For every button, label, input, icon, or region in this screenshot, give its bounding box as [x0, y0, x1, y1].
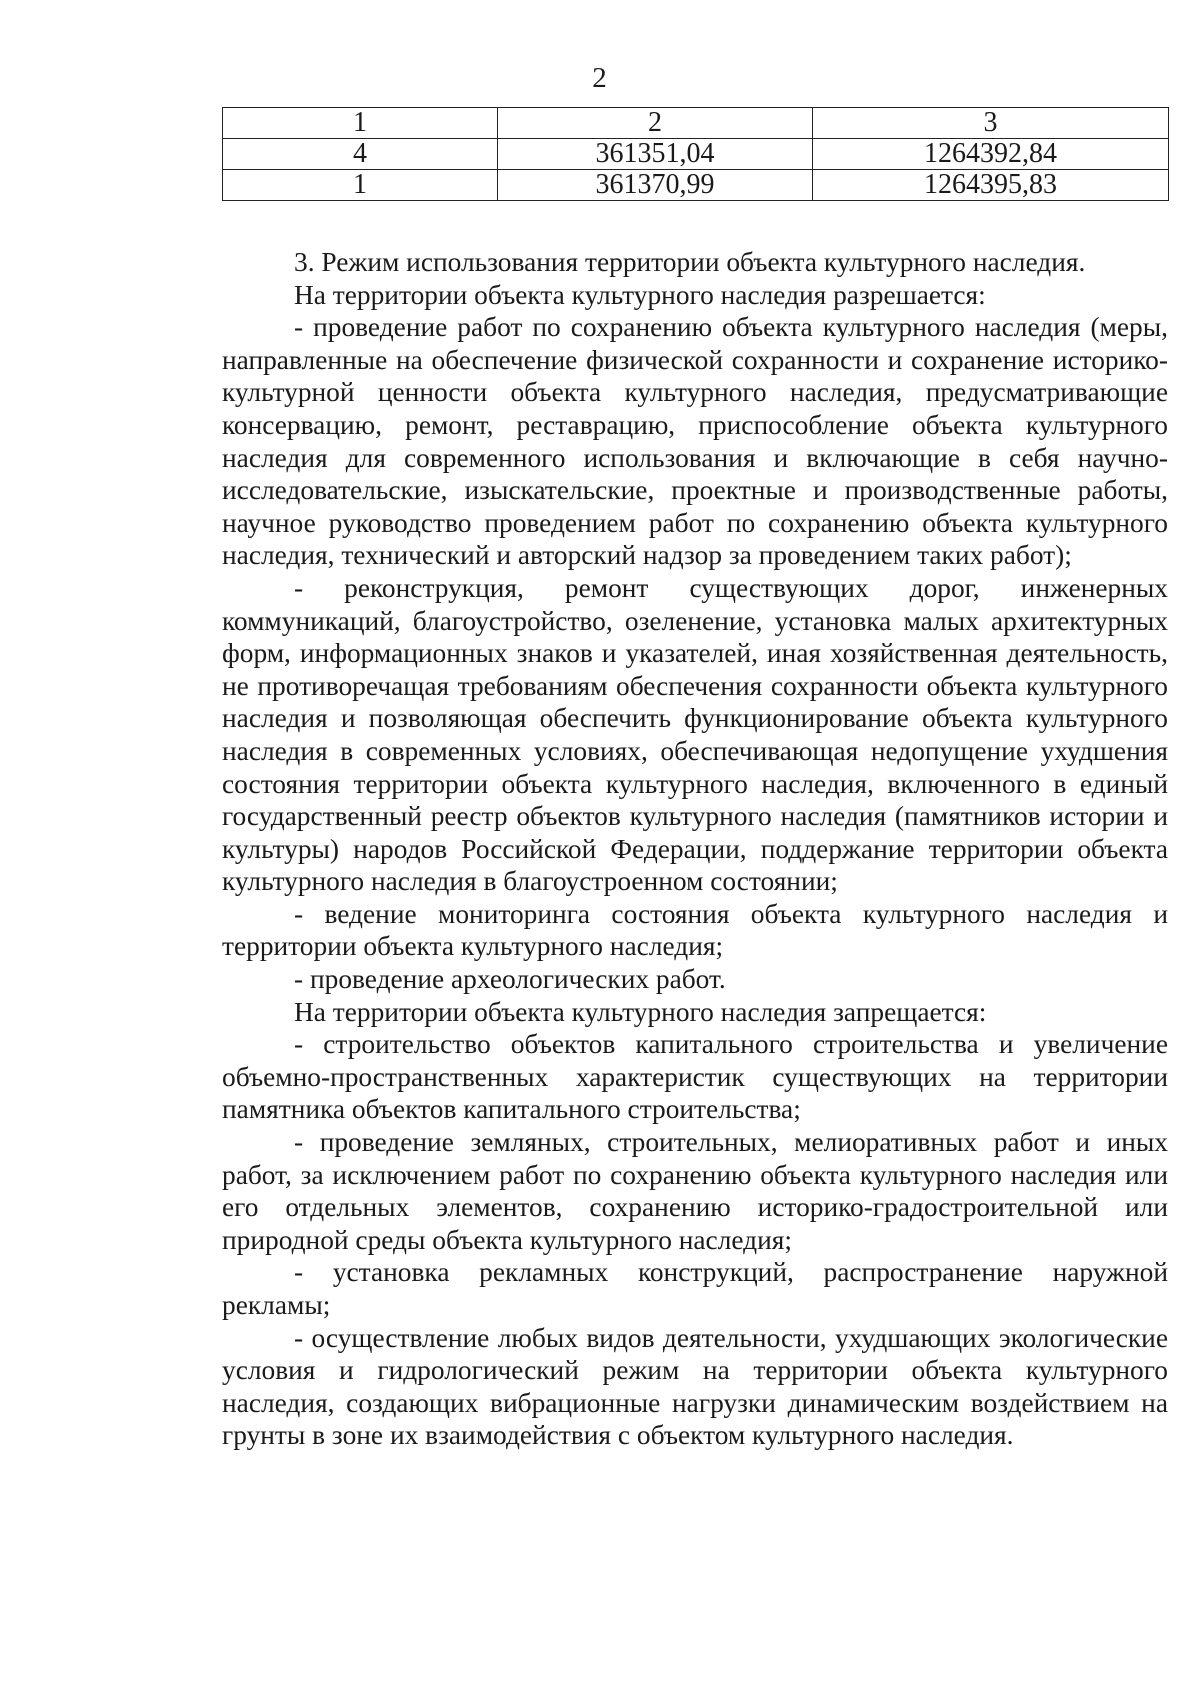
- table-header-cell: 3: [813, 108, 1169, 139]
- permitted-item: - проведение работ по сохранению объекта культурного наследия (меры, направленные на обеспечение физической сохранности и сохранение историко-культурной ценности объекта культурного наследия, предусматривающие консервацию, ремонт, реставрацию, приспособление объекта культурного наследия для современного использования и включающие в себя научно-исследовательские, изыскательские, проектные и производственные работы, научное руководство проведением работ по сохранению объекта культурного наследия, технический и авторский надзор за проведением таких работ);: [222, 312, 1168, 571]
- table-cell: 361370,99: [498, 170, 813, 201]
- prohibited-item: - проведение земляных, строительных, мелиоративных работ и иных работ, за исключением работ по сохранению объекта культурного наследия или его отдельных элементов, сохранению историко-градостроительной или природной среды объекта культурного наследия;: [222, 1127, 1168, 1255]
- permitted-item: - проведение археологических работ.: [294, 964, 726, 995]
- prohibited-item: - установка рекламных конструкций, распространение наружной рекламы;: [222, 1257, 1168, 1320]
- page-number: 2: [592, 62, 607, 94]
- coordinates-table: [222, 107, 1169, 201]
- table-cell: 4: [223, 139, 498, 170]
- table-cell: 1264395,83: [813, 170, 1169, 201]
- permitted-intro: На территории объекта культурного наследия разрешается:: [294, 279, 986, 310]
- table-row: [223, 170, 1169, 201]
- table-cell: 361351,04: [498, 139, 813, 170]
- table-header-cell: 1: [223, 108, 498, 139]
- prohibited-item: - осуществление любых видов деятельности, ухудшающих экологические условия и гидрологический режим на территории объекта культурного наследия, создающих вибрационные нагрузки динамическим воздействием на грунты в зоне их взаимодействия с объектом культурного наследия.: [222, 1322, 1168, 1451]
- table-row: [223, 139, 1169, 170]
- table-header-row: [223, 108, 1169, 139]
- section-heading: 3. Режим использования территории объекта культурного наследия.: [294, 247, 1086, 277]
- prohibited-item: - строительство объектов капитального строительства и увеличение объемно-пространственных характеристик существующих на территории памятника объектов капитального строительства;: [222, 1029, 1168, 1125]
- permitted-item: - реконструкция, ремонт существующих дорог, инженерных коммуникаций, благоустройство, озеленение, установка малых архитектурных форм, информационных знаков и указателей, иная хозяйственная деятельность, не противоречащая требованиям обеспечения сохранности объекта культурного наследия и позволяющая обеспечить функционирование объекта культурного наследия в современных условиях, обеспечивающая недопущение ухудшения состояния территории объекта культурного наследия, включенного в единый государственный реестр объектов культурного наследия (памятников истории и культуры) народов Российской Федерации, поддержание территории объекта культурного наследия в благоустроенном состоянии;: [222, 572, 1168, 897]
- prohibited-intro: На территории объекта культурного наследия запрещается:: [294, 996, 987, 1027]
- permitted-item: - ведение мониторинга состояния объекта культурного наследия и территории объекта культурного наследия;: [222, 898, 1168, 962]
- table-header-cell: 2: [498, 108, 813, 139]
- table-cell: 1: [223, 170, 498, 201]
- document-body: [222, 246, 1168, 1452]
- table-cell: 1264392,84: [813, 139, 1169, 170]
